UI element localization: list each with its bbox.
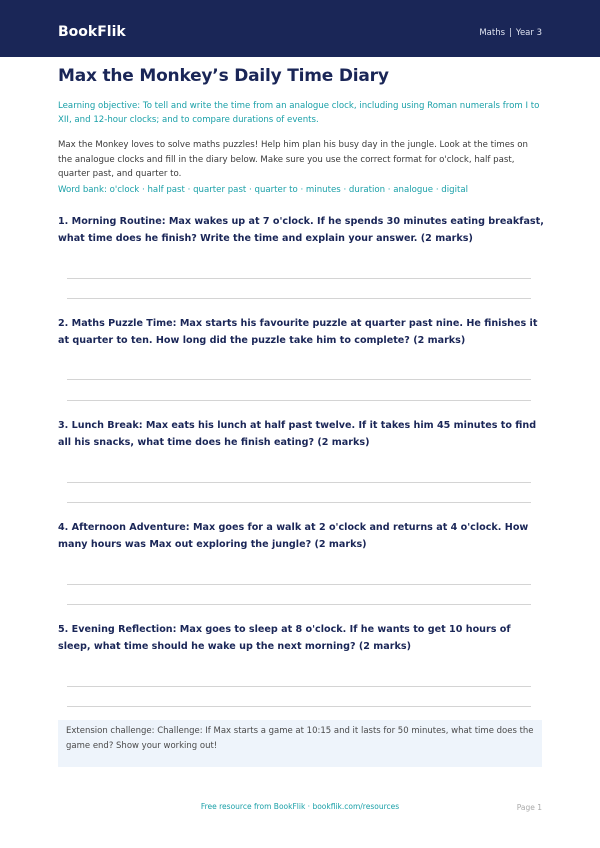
subject-year-label: [479, 28, 542, 38]
question-5: 5. Evening Reflection: Max goes to sleep at 8 o'clock. If he wants to get 10 hours of sleep, what time should he wake up the next morning? (2 marks): [58, 624, 511, 652]
separator: |: [509, 28, 512, 38]
word-bank: Word bank: o'clock · half past · quarter past · quarter to · minutes · duration · analogue · digital: [58, 185, 468, 195]
answer-line-3a[interactable]: [67, 482, 531, 483]
intro-text: Max the Monkey loves to solve maths puzzles! Help him plan his busy day in the jungle. Look at the times on the analogue clocks and fill in the diary below. Make sure you use the correct format for o'clock, half past, quarter past, and quarter to.: [58, 140, 528, 179]
page-title: Max the Monkey’s Daily Time Diary: [58, 66, 389, 86]
answer-line-3b[interactable]: [67, 502, 531, 503]
extension-challenge-box: [58, 720, 542, 767]
answer-line-1a[interactable]: [67, 278, 531, 279]
year-label: Year 3: [515, 28, 542, 38]
answer-line-4a[interactable]: [67, 584, 531, 585]
header-bar: [0, 0, 600, 57]
question-2: 2. Maths Puzzle Time: Max starts his favourite puzzle at quarter past nine. He finishes it at quarter to ten. How long did the puzzle take him to complete? (2 marks): [58, 318, 538, 346]
brand-logo: BookFlik: [58, 24, 126, 40]
footer-credit: Free resource from BookFlik · bookflik.com/resources: [200, 802, 400, 811]
answer-line-2a[interactable]: [67, 379, 531, 380]
subject-label: Maths: [479, 28, 506, 38]
question-4: 4. Afternoon Adventure: Max goes for a walk at 2 o'clock and returns at 4 o'clock. How many hours was Max out exploring the jungle? (2 marks): [58, 522, 529, 550]
answer-line-5a[interactable]: [67, 686, 531, 687]
answer-line-2b[interactable]: [67, 400, 531, 401]
question-3: 3. Lunch Break: Max eats his lunch at half past twelve. If it takes him 45 minutes to find all his snacks, what time does he finish eating? (2 marks): [58, 420, 537, 448]
extension-challenge-text: Extension challenge: Challenge: If Max starts a game at 10:15 and it lasts for 50 minutes, what time does the game end? Show your working out!: [66, 726, 534, 751]
answer-line-1b[interactable]: [67, 298, 531, 299]
page-number: Page 1: [516, 803, 542, 812]
question-1: 1. Morning Routine: Max wakes up at 7 o'clock. If he spends 30 minutes eating breakfast, what time does he finish? Write the time and explain your answer. (2 marks): [58, 216, 544, 244]
answer-line-5b[interactable]: [67, 706, 531, 707]
learning-objective: Learning objective: To tell and write the time from an analogue clock, including using Roman numerals from I to XII, and 12-hour clocks; and to compare durations of events.: [58, 101, 540, 125]
answer-line-4b[interactable]: [67, 604, 531, 605]
